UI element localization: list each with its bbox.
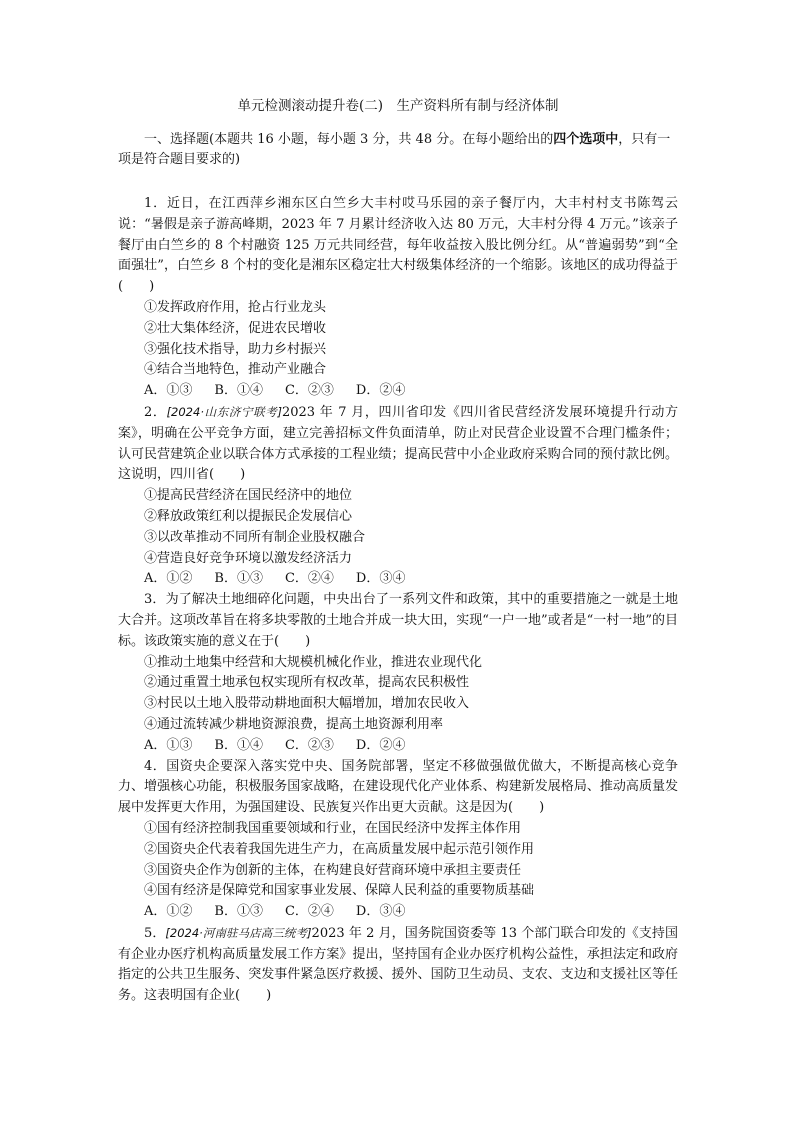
question-stem	[118, 923, 678, 1007]
question-list	[118, 194, 678, 1007]
question-text: 2023 年 7 月，四川省印发《四川省民营经济发展环境提升行动方案》，明确在公平竞争方面，建立完善招标文件负面清单，防止对民营企业设置不合理门槛条件；认可民营建筑企业以联合体方式承接的工程业绩；提高民营中小企业政府采购合同的预付款比例。这说明，四川省( )	[118, 404, 678, 483]
page-title: 单元检测滚动提升卷(二) 生产资料所有制与经济体制	[237, 98, 559, 114]
question-option: ②壮大集体经济，促进农民增收	[144, 320, 327, 336]
exam-page	[118, 96, 678, 1007]
question-source: [2024·河南驻马店高三统考]	[165, 925, 312, 940]
question-text: 国资央企要深入落实党中央、国务院部署，坚定不移做强做优做大，不断提高核心竞争力、增强核心功能，积极服务国家战略，在建设现代化产业体系、构建新发展格局、推动高质量发展中发挥更大作用，为强国建设、民族复兴作出更大贡献。这是因为( )	[118, 758, 678, 816]
question-number: 5．	[144, 925, 166, 941]
question-option: ①提高民营经济在国民经济中的地位	[144, 488, 353, 504]
question-number: 2．	[144, 404, 167, 420]
question-option: ②国资央企代表着我国先进生产力，在高质量发展中起示范引领作用	[144, 841, 535, 857]
answer-choice[interactable]: D．②④	[355, 383, 406, 399]
question-number: 4．	[144, 758, 167, 774]
question-option: ①国有经济控制我国重要领域和行业，在国民经济中发挥主体作用	[144, 820, 522, 836]
answer-choice[interactable]: D．③④	[355, 571, 406, 587]
question-option: ②释放政策红利以提振民企发展信心	[144, 508, 353, 524]
section-prefix: 一、选择题(本题共 16 小题，每小题 3 分，共 48 分。在每小题给出的	[144, 132, 554, 147]
question-3	[118, 590, 678, 756]
question-4	[118, 757, 678, 923]
question-option: ④国有经济是保障党和国家事业发展、保障人民利益的重要物质基础	[144, 883, 535, 899]
question-option: ③村民以土地入股带动耕地面积大幅增加，增加农民收入	[144, 696, 470, 712]
answer-choice[interactable]: A．①②	[144, 904, 193, 920]
answer-choices	[118, 736, 678, 757]
answer-choice[interactable]: B．①④	[214, 383, 263, 399]
question-option: ③以改革推动不同所有制企业股权融合	[144, 529, 366, 545]
question-stem	[118, 757, 678, 819]
answer-choice[interactable]: A．①②	[144, 571, 193, 587]
question-option: ④通过流转减少耕地资源浪费，提高土地资源利用率	[144, 716, 444, 732]
answer-choices	[118, 381, 678, 402]
question-option: ③国资央企作为创新的主体，在构建良好营商环境中承担主要责任	[144, 862, 522, 878]
question-option: ①推动土地集中经营和大规模机械化作业，推进农业现代化	[144, 654, 483, 670]
question-stem	[118, 590, 678, 652]
section-instructions	[118, 130, 678, 170]
answer-choice[interactable]: A．①③	[144, 383, 193, 399]
question-number: 3．	[144, 592, 166, 608]
question-2	[118, 402, 678, 590]
answer-choice[interactable]: B．①③	[214, 904, 263, 920]
question-option: ④营造良好竞争环境以激发经济活力	[144, 550, 353, 566]
answer-choice[interactable]: C．②④	[284, 904, 334, 920]
question-1	[118, 194, 678, 402]
question-number: 1．	[144, 196, 167, 211]
section-bold: 四个选项中	[553, 132, 619, 147]
question-source: [2024·山东济宁联考]	[166, 404, 282, 419]
question-option: ④结合当地特色，推动产业融合	[144, 362, 327, 378]
answer-choice[interactable]: C．②④	[284, 571, 334, 587]
answer-choice[interactable]: A．①③	[144, 737, 193, 753]
answer-choices	[118, 902, 678, 923]
answer-choice[interactable]: D．②④	[355, 737, 406, 753]
answer-choice[interactable]: D．③④	[355, 904, 406, 920]
question-5	[118, 923, 678, 1007]
question-option: ①发挥政府作用，抢占行业龙头	[144, 299, 327, 315]
question-stem	[118, 194, 678, 298]
question-option: ③强化技术指导，助力乡村振兴	[144, 341, 327, 357]
answer-choice[interactable]: C．②③	[284, 383, 334, 399]
question-text: 2023 年 2 月，国务院国资委等 13 个部门联合印发的《支持国有企业办医疗机构高质量发展工作方案》提出，坚持国有企业办医疗机构公益性，承担法定和政府指定的公共卫生服务、突发事件紧急医疗救援、援外、国防卫生动员、支农、支边和支援社区等任务。这表明国有企业( )	[118, 925, 678, 1004]
answer-choice[interactable]: B．①④	[214, 737, 263, 753]
answer-choices	[118, 569, 678, 590]
answer-choice[interactable]: C．②③	[284, 737, 334, 753]
answer-choice[interactable]: B．①③	[214, 571, 263, 587]
question-text: 近日，在江西萍乡湘东区白竺乡大丰村哎马乐园的亲子餐厅内，大丰村村支书陈驾云说：“暑假是亲子游高峰期，2023 年 7 月累计经济收入达 80 万元，大丰村分得 4 万元。”该亲子餐厅由白竺乡的 8 个村融资 125 万元共同经营，每年收益按入股比例分红。从“普遍弱势”到“全面强壮”，白竺乡 8 个村的变化是湘东区稳定壮大村级集体经济的一个缩影。该地区的成功得益于( )	[118, 196, 678, 295]
section-suffix: ，只有一项是符合题目要求的)	[118, 132, 671, 167]
question-option: ②通过重置土地承包权实现所有权改革，提高农民积极性	[144, 675, 470, 691]
question-stem	[118, 402, 678, 486]
question-text: 为了解决土地细碎化问题，中央出台了一系列文件和政策，其中的重要措施之一就是土地大合并。这项改革旨在将多块零散的土地合并成一块大田，实现“一户一地”或者是“一村一地”的目标。该政策实施的意义在于( )	[118, 592, 678, 649]
